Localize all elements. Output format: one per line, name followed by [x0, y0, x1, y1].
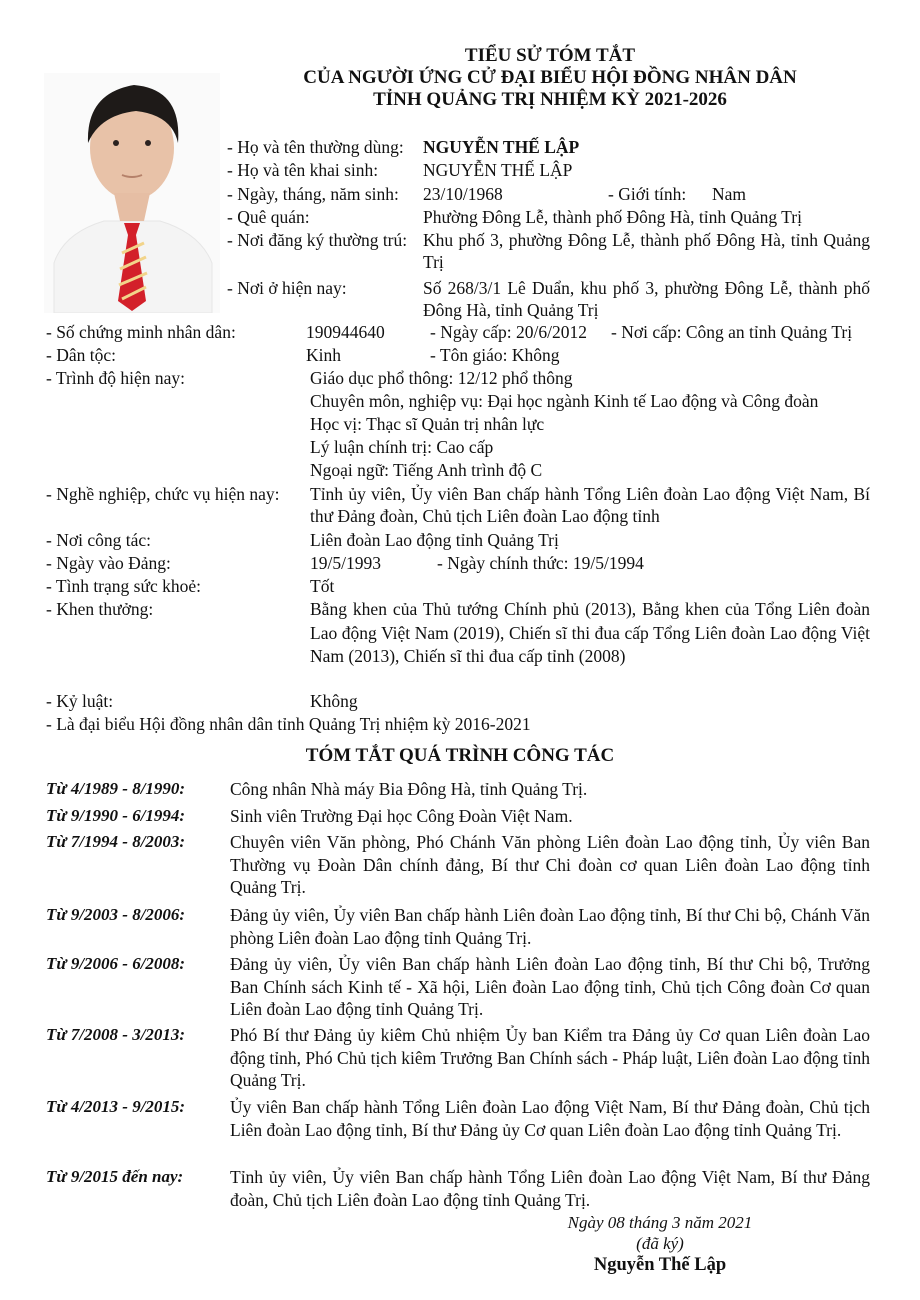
work-period: Từ 9/2003 - 8/2006:: [46, 905, 186, 924]
education-item: Lý luận chính trị: Cao cấp: [310, 437, 494, 457]
dob-value: 23/10/1968: [423, 184, 503, 204]
occupation-value: Tỉnh ủy viên, Ủy viên Ban chấp hành Tổng Liên đoàn Lao động Việt Nam, Bí thư Đảng đoàn, Chủ tịch Liên đoàn Lao động tỉnh: [310, 484, 870, 526]
discipline-label: - Kỷ luật:: [46, 691, 114, 711]
work-description: Đảng ủy viên, Ủy viên Ban chấp hành Liên đoàn Lao động tỉnh, Bí thư Chi bộ, Trưởng Ban Chính sách Kinh tế - Xã hội, Liên đoàn Lao động tỉnh, Chủ tịch Công đoàn Cơ quan Liên đoàn Lao động tỉnh Quảng Trị.: [230, 954, 870, 1019]
work-description: Đảng ủy viên, Ủy viên Ban chấp hành Liên đoàn Lao động tỉnh, Bí thư Chi bộ, Chánh Văn phòng Liên đoàn Lao động tỉnh Quảng Trị.: [230, 905, 870, 948]
education-item: Giáo dục phổ thông: 12/12 phổ thông: [310, 368, 573, 388]
ethnicity-label: - Dân tộc:: [46, 345, 116, 365]
health-label: - Tình trạng sức khoẻ:: [46, 576, 201, 596]
signature-signed-note: (đã ký): [636, 1234, 684, 1253]
hometown-label: - Quê quán:: [227, 207, 310, 227]
party-date-label: - Ngày vào Đảng:: [46, 553, 171, 573]
religion-value: - Tôn giáo: Không: [430, 345, 560, 365]
current-value: Số 268/3/1 Lê Duẩn, khu phố 3, phường Đông Lễ, thành phố Đông Hà, tỉnh Quảng Trị: [423, 278, 870, 320]
title-line-3: TỈNH QUẢNG TRỊ NHIỆM KỲ 2021-2026: [373, 89, 727, 110]
current-label: - Nơi ở hiện nay:: [227, 278, 347, 298]
work-period: Từ 4/2013 - 9/2015:: [46, 1097, 186, 1116]
ethnicity-value: Kinh: [306, 345, 341, 365]
title-line-2: CỦA NGƯỜI ỨNG CỬ ĐẠI BIỂU HỘI ĐỒNG NHÂN DÂN: [303, 67, 797, 88]
id-value: 190944640: [306, 322, 385, 342]
discipline-value: Không: [310, 691, 358, 711]
delegate-note-text: - Là đại biểu Hội đồng nhân dân tỉnh Quảng Trị nhiệm kỳ 2016-2021: [46, 714, 531, 734]
work-description: Chuyên viên Văn phòng, Phó Chánh Văn phòng Liên đoàn Lao động tỉnh, Ủy viên Ban Thường vụ Đoàn Dân chính đảng, Bí thư Chi đoàn cơ quan Liên đoàn Lao động tỉnh Quảng Trị.: [230, 832, 870, 897]
hometown-value: Phường Đông Lễ, thành phố Đông Hà, tỉnh Quảng Trị: [423, 207, 802, 227]
work-description: Sinh viên Trường Đại học Công Đoàn Việt Nam.: [230, 806, 573, 826]
workplace-value: Liên đoàn Lao động tỉnh Quảng Trị: [310, 530, 559, 550]
party-date-value: 19/5/1993: [310, 553, 381, 573]
title-line-1: TIỂU SỬ TÓM TẮT: [464, 45, 636, 66]
common-name-value: NGUYỄN THẾ LẬP: [423, 137, 580, 157]
signature-date: Ngày 08 tháng 3 năm 2021: [567, 1213, 753, 1232]
work-period: Từ 4/1989 - 8/1990:: [46, 779, 186, 798]
permanent-value: Khu phố 3, phường Đông Lễ, thành phố Đông Hà, tỉnh Quảng Trị: [423, 230, 870, 272]
gender-label: - Giới tính:: [608, 184, 687, 204]
portrait-photo: [44, 73, 220, 313]
work-description: Công nhân Nhà máy Bia Đông Hà, tỉnh Quảng Trị.: [230, 779, 588, 799]
id-label: - Số chứng minh nhân dân:: [46, 322, 236, 342]
work-description: Tỉnh ủy viên, Ủy viên Ban chấp hành Tổng Liên đoàn Lao động Việt Nam, Bí thư Đảng đoàn, Chủ tịch Liên đoàn Lao động tỉnh Quảng Trị.: [230, 1167, 870, 1210]
education-label: - Trình độ hiện nay:: [46, 368, 186, 388]
document-title: [230, 45, 870, 111]
work-period: Từ 7/2008 - 3/2013:: [46, 1025, 186, 1044]
work-period: Từ 9/1990 - 6/1994:: [46, 806, 186, 825]
work-description: Ủy viên Ban chấp hành Tổng Liên đoàn Lao động Việt Nam, Bí thư Đảng đoàn, Chủ tịch Liên đoàn Lao động tỉnh, Bí thư Đảng ủy Cơ quan Liên đoàn Lao động tỉnh Quảng Trị.: [230, 1097, 870, 1140]
dob-label: - Ngày, tháng, năm sinh:: [227, 184, 399, 204]
work-period: Từ 9/2015 đến nay:: [46, 1167, 184, 1186]
education-item: Chuyên môn, nghiệp vụ: Đại học ngành Kinh tế Lao động và Công đoàn: [310, 391, 819, 411]
work-history-title: TÓM TẮT QUÁ TRÌNH CÔNG TÁC: [305, 745, 615, 766]
work-period: Từ 7/1994 - 8/2003:: [46, 832, 186, 851]
gender-value: Nam: [712, 184, 747, 204]
awards-label: - Khen thưởng:: [46, 599, 154, 619]
permanent-label: - Nơi đăng ký thường trú:: [227, 230, 408, 250]
awards-value: Bằng khen của Thủ tướng Chính phủ (2013), Bằng khen của Tổng Liên đoàn Lao động Việt Nam (2019), Chiến sĩ thi đua cấp Tổng Liên đoàn Lao động Việt Nam (2013), Chiến sĩ thi đua cấp tỉnh (2008): [310, 599, 870, 666]
birth-name-label: - Họ và tên khai sinh:: [227, 160, 379, 180]
signature-name: Nguyễn Thế Lập: [593, 1255, 727, 1275]
common-name-label: - Họ và tên thường dùng:: [227, 137, 404, 157]
health-value: Tốt: [310, 576, 335, 596]
id-issue-place: - Nơi cấp: Công an tỉnh Quảng Trị: [611, 322, 853, 342]
portrait-image-icon: [44, 73, 220, 313]
work-description: Phó Bí thư Đảng ủy kiêm Chủ nhiệm Ủy ban Kiểm tra Đảng ủy Cơ quan Liên đoàn Lao động tỉnh, Phó Chủ tịch kiêm Trưởng Ban Chính sách - Pháp luật, Liên đoàn Lao động tỉnh Quảng Trị.: [230, 1025, 870, 1090]
party-official-value: - Ngày chính thức: 19/5/1994: [437, 553, 644, 573]
work-period: Từ 9/2006 - 6/2008:: [46, 954, 186, 973]
occupation-label: - Nghề nghiệp, chức vụ hiện nay:: [46, 484, 280, 504]
workplace-label: - Nơi công tác:: [46, 530, 151, 550]
education-item: Học vị: Thạc sĩ Quản trị nhân lực: [310, 414, 545, 434]
education-item: Ngoại ngữ: Tiếng Anh trình độ C: [310, 460, 543, 480]
id-issue-date: - Ngày cấp: 20/6/2012: [430, 322, 587, 342]
birth-name-value: NGUYỄN THẾ LẬP: [423, 160, 573, 180]
